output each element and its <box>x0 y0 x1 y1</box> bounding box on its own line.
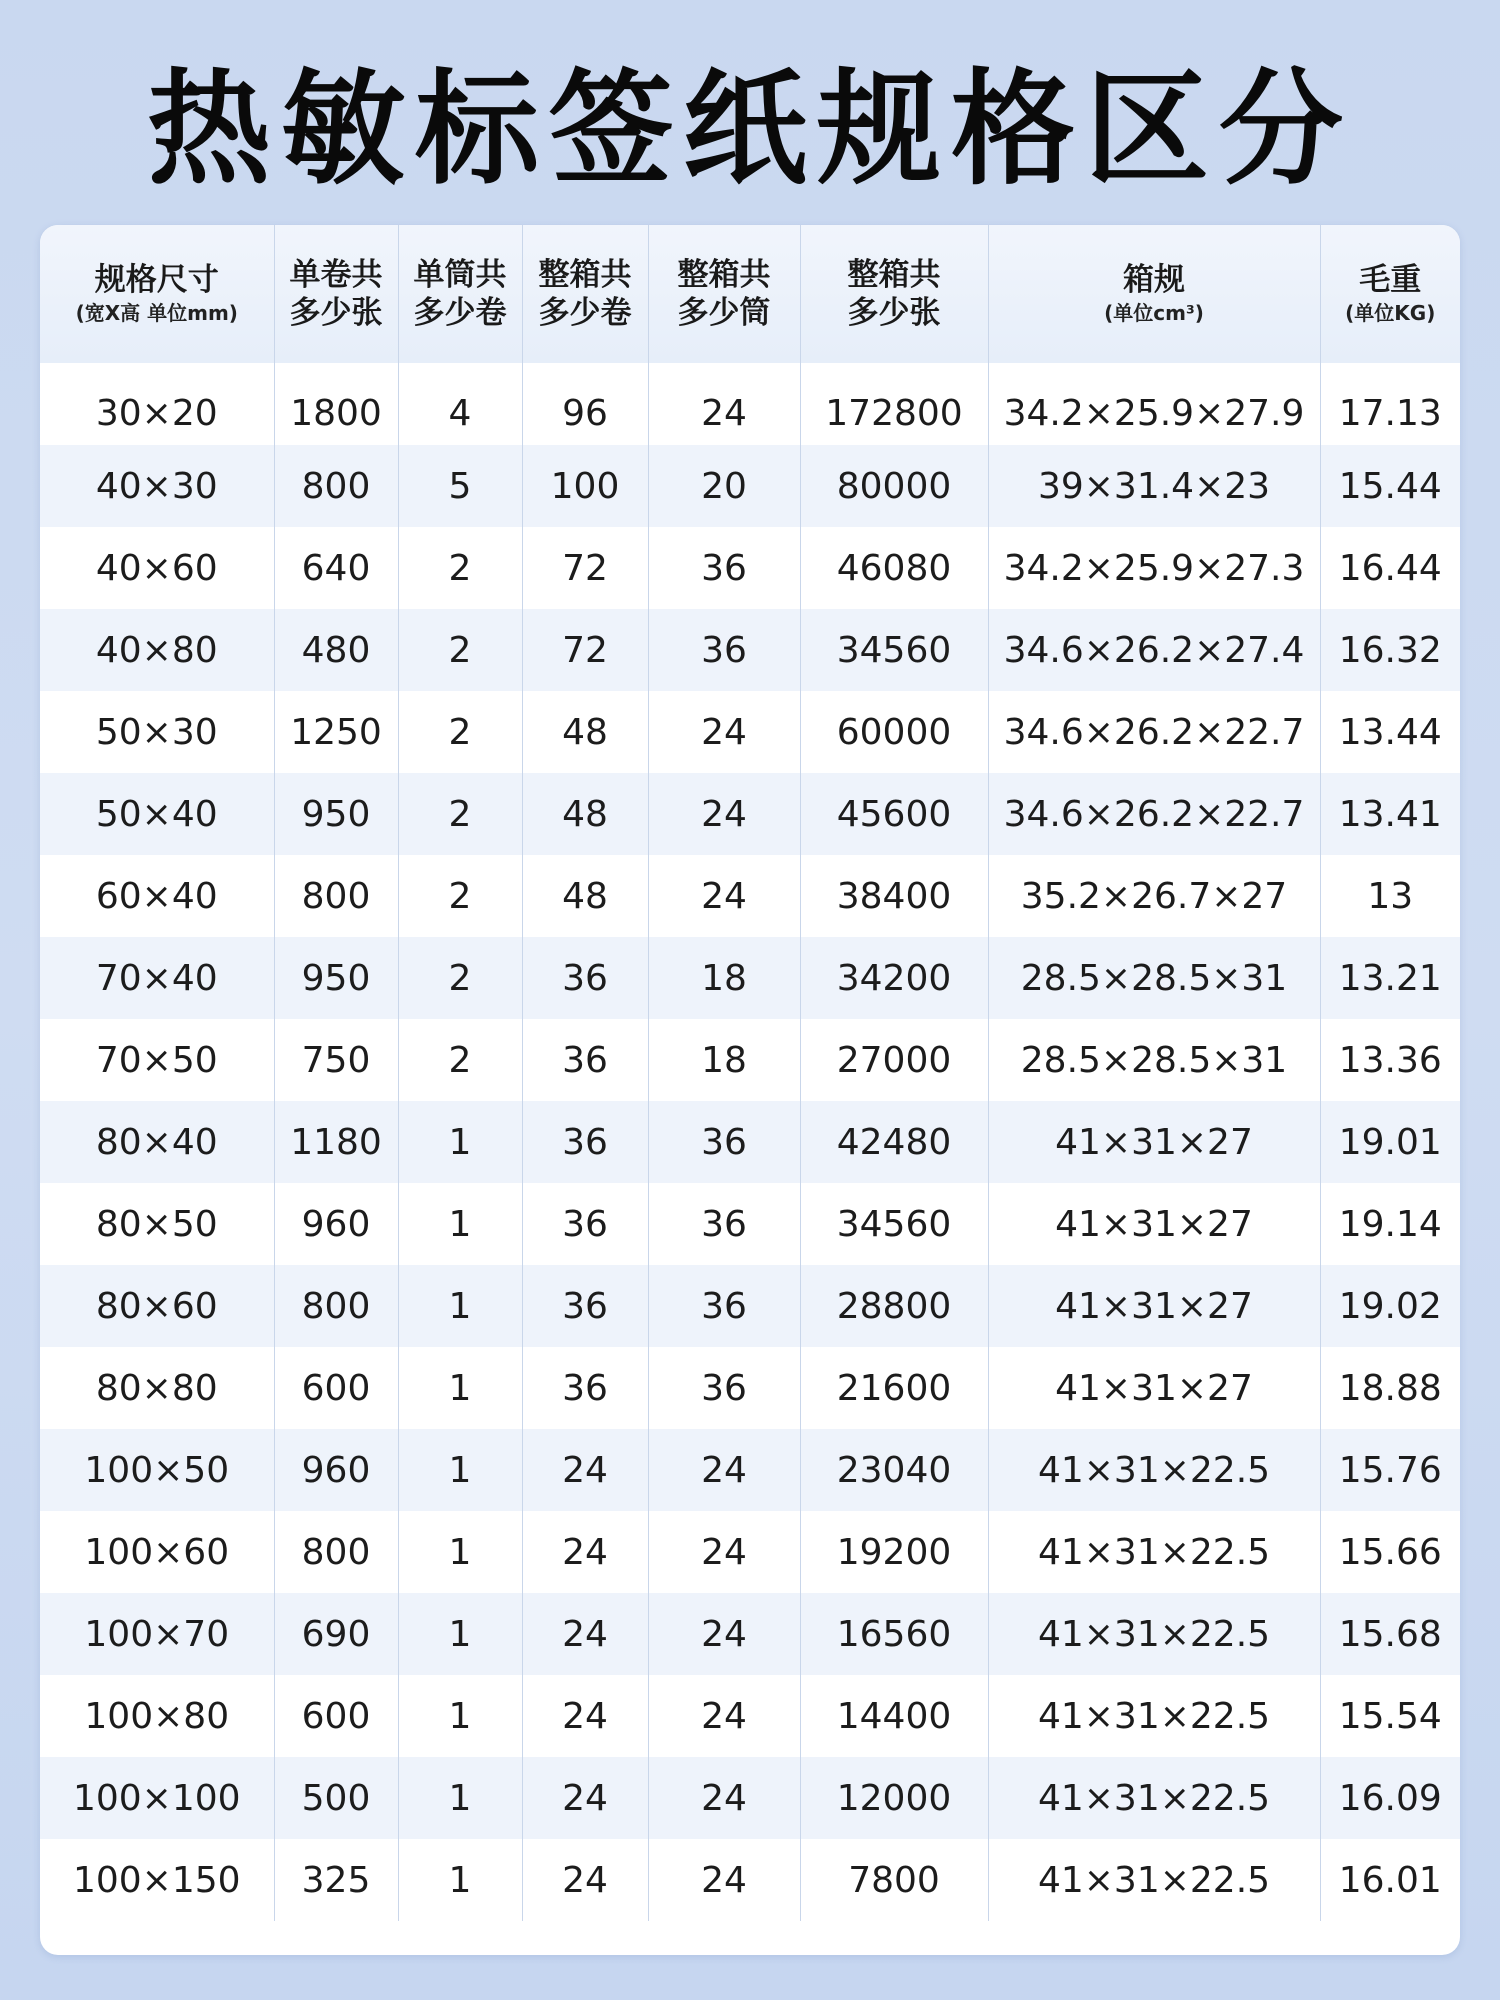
cell-size: 30×20 <box>40 363 274 445</box>
table-body <box>40 363 1460 1921</box>
cell-size: 50×40 <box>40 773 274 855</box>
cell-sheets-per-roll: 960 <box>274 1429 398 1511</box>
cell-rolls-per-tube: 2 <box>398 937 522 1019</box>
cell-box-dimensions: 28.5×28.5×31 <box>988 1019 1320 1101</box>
cell-rolls-per-box: 72 <box>522 609 648 691</box>
cell-sheets-per-box: 42480 <box>800 1101 988 1183</box>
cell-sheets-per-roll: 480 <box>274 609 398 691</box>
header-sheets-per-roll: 单卷共 多少张 <box>274 225 398 363</box>
table-row <box>40 1347 1460 1429</box>
cell-sheets-per-box: 80000 <box>800 445 988 527</box>
table-row <box>40 1839 1460 1921</box>
header-sheets-per-box: 整箱共 多少张 <box>800 225 988 363</box>
cell-sheets-per-roll: 800 <box>274 1511 398 1593</box>
cell-tubes-per-box: 24 <box>648 1511 800 1593</box>
cell-tubes-per-box: 36 <box>648 1183 800 1265</box>
cell-sheets-per-roll: 1180 <box>274 1101 398 1183</box>
cell-sheets-per-box: 21600 <box>800 1347 988 1429</box>
cell-gross-weight: 19.02 <box>1338 1285 1442 1327</box>
cell-rolls-per-box: 48 <box>522 773 648 855</box>
cell-sheets-per-box: 45600 <box>800 773 988 855</box>
cell-gross-weight: 15.68 <box>1338 1613 1442 1655</box>
cell-sheets-per-roll: 600 <box>274 1675 398 1757</box>
cell-gross-weight: 13.44 <box>1338 711 1442 753</box>
table-row <box>40 773 1460 855</box>
table-row <box>40 609 1460 691</box>
header-gross-weight: 毛重 (单位KG) <box>1345 262 1436 325</box>
cell-rolls-per-box: 36 <box>522 937 648 1019</box>
spec-table-card <box>40 225 1460 1955</box>
cell-sheets-per-box: 16560 <box>800 1593 988 1675</box>
cell-rolls-per-tube: 5 <box>398 445 522 527</box>
cell-size: 100×80 <box>40 1675 274 1757</box>
table-row <box>40 1183 1460 1265</box>
table-row <box>40 937 1460 1019</box>
cell-gross-weight: 16.09 <box>1338 1777 1442 1819</box>
cell-tubes-per-box: 24 <box>648 1429 800 1511</box>
cell-gross-weight: 16.01 <box>1338 1859 1442 1901</box>
cell-box-dimensions: 41×31×22.5 <box>988 1675 1320 1757</box>
table-row <box>40 445 1460 527</box>
header-size: 规格尺寸 (宽X高 单位mm) <box>40 225 274 363</box>
table-row <box>40 527 1460 609</box>
cell-rolls-per-tube: 2 <box>398 527 522 609</box>
cell-tubes-per-box: 24 <box>648 1675 800 1757</box>
cell-size: 80×60 <box>40 1265 274 1347</box>
cell-rolls-per-tube: 1 <box>398 1675 522 1757</box>
cell-rolls-per-box: 36 <box>522 1347 648 1429</box>
cell-tubes-per-box: 36 <box>648 527 800 609</box>
cell-sheets-per-box: 172800 <box>800 363 988 445</box>
cell-rolls-per-tube: 2 <box>398 691 522 773</box>
cell-size: 100×100 <box>40 1757 274 1839</box>
header-rolls-per-tube: 单筒共 多少卷 <box>398 225 522 363</box>
table-row <box>40 1757 1460 1839</box>
cell-gross-weight: 13.41 <box>1338 793 1442 835</box>
cell-gross-weight: 13.21 <box>1338 957 1442 999</box>
cell-rolls-per-box: 36 <box>522 1265 648 1347</box>
cell-size: 100×150 <box>40 1839 274 1921</box>
cell-size: 40×80 <box>40 609 274 691</box>
cell-rolls-per-box: 24 <box>522 1757 648 1839</box>
cell-size: 70×50 <box>40 1019 274 1101</box>
cell-rolls-per-tube: 2 <box>398 1019 522 1101</box>
cell-gross-weight: 16.32 <box>1338 629 1442 671</box>
cell-rolls-per-box: 100 <box>522 445 648 527</box>
table-row <box>40 1019 1460 1101</box>
cell-sheets-per-box: 14400 <box>800 1675 988 1757</box>
cell-tubes-per-box: 24 <box>648 363 800 445</box>
cell-box-dimensions: 41×31×27 <box>988 1347 1320 1429</box>
cell-sheets-per-box: 60000 <box>800 691 988 773</box>
table-row <box>40 1511 1460 1593</box>
cell-sheets-per-roll: 950 <box>274 773 398 855</box>
cell-box-dimensions: 41×31×27 <box>988 1101 1320 1183</box>
table-row <box>40 1265 1460 1347</box>
cell-rolls-per-box: 24 <box>522 1593 648 1675</box>
cell-sheets-per-box: 23040 <box>800 1429 988 1511</box>
cell-box-dimensions: 28.5×28.5×31 <box>988 937 1320 1019</box>
cell-box-dimensions: 41×31×22.5 <box>988 1511 1320 1593</box>
cell-gross-weight: 19.14 <box>1338 1203 1442 1245</box>
table-header-row <box>40 225 1460 363</box>
cell-gross-weight: 13 <box>1367 875 1414 917</box>
table-row <box>40 691 1460 773</box>
header-rolls-per-box: 整箱共 多少卷 <box>522 225 648 363</box>
cell-rolls-per-tube: 1 <box>398 1429 522 1511</box>
cell-box-dimensions: 41×31×22.5 <box>988 1839 1320 1921</box>
cell-tubes-per-box: 36 <box>648 609 800 691</box>
cell-tubes-per-box: 36 <box>648 1347 800 1429</box>
cell-rolls-per-tube: 1 <box>398 1839 522 1921</box>
cell-size: 100×70 <box>40 1593 274 1675</box>
cell-sheets-per-roll: 950 <box>274 937 398 1019</box>
cell-rolls-per-box: 36 <box>522 1183 648 1265</box>
cell-box-dimensions: 35.2×26.7×27 <box>988 855 1320 937</box>
cell-tubes-per-box: 36 <box>648 1265 800 1347</box>
cell-sheets-per-box: 46080 <box>800 527 988 609</box>
cell-sheets-per-roll: 500 <box>274 1757 398 1839</box>
header-box-dimensions: 箱规 (单位cm³) <box>988 225 1320 363</box>
cell-tubes-per-box: 24 <box>648 855 800 937</box>
cell-gross-weight: 15.44 <box>1338 465 1442 507</box>
cell-rolls-per-tube: 2 <box>398 609 522 691</box>
cell-sheets-per-box: 12000 <box>800 1757 988 1839</box>
cell-gross-weight: 15.66 <box>1338 1531 1442 1573</box>
cell-rolls-per-tube: 1 <box>398 1101 522 1183</box>
cell-sheets-per-box: 28800 <box>800 1265 988 1347</box>
cell-rolls-per-box: 96 <box>522 363 648 445</box>
table-row <box>40 1429 1460 1511</box>
cell-sheets-per-roll: 325 <box>274 1839 398 1921</box>
cell-box-dimensions: 34.2×25.9×27.3 <box>988 527 1320 609</box>
cell-gross-weight: 19.01 <box>1338 1121 1442 1163</box>
cell-size: 100×50 <box>40 1429 274 1511</box>
cell-rolls-per-box: 24 <box>522 1429 648 1511</box>
cell-tubes-per-box: 20 <box>648 445 800 527</box>
cell-gross-weight: 15.76 <box>1338 1449 1442 1491</box>
cell-rolls-per-box: 48 <box>522 691 648 773</box>
cell-sheets-per-roll: 960 <box>274 1183 398 1265</box>
cell-rolls-per-box: 36 <box>522 1019 648 1101</box>
cell-box-dimensions: 34.6×26.2×27.4 <box>988 609 1320 691</box>
header-tubes-per-box: 整箱共 多少筒 <box>648 225 800 363</box>
cell-gross-weight: 18.88 <box>1338 1367 1442 1409</box>
cell-sheets-per-roll: 1250 <box>274 691 398 773</box>
cell-sheets-per-roll: 750 <box>274 1019 398 1101</box>
cell-rolls-per-tube: 4 <box>398 363 522 445</box>
cell-rolls-per-box: 72 <box>522 527 648 609</box>
cell-size: 50×30 <box>40 691 274 773</box>
table-row <box>40 1593 1460 1675</box>
cell-rolls-per-tube: 2 <box>398 855 522 937</box>
cell-size: 40×60 <box>40 527 274 609</box>
cell-tubes-per-box: 24 <box>648 691 800 773</box>
cell-rolls-per-tube: 1 <box>398 1265 522 1347</box>
page-title: 热敏标签纸规格区分 <box>146 58 1353 202</box>
cell-tubes-per-box: 24 <box>648 1757 800 1839</box>
cell-size: 70×40 <box>40 937 274 1019</box>
spec-table <box>40 225 1460 1921</box>
cell-rolls-per-tube: 1 <box>398 1183 522 1265</box>
cell-box-dimensions: 41×31×22.5 <box>988 1429 1320 1511</box>
cell-sheets-per-roll: 1800 <box>274 363 398 445</box>
cell-sheets-per-box: 7800 <box>800 1839 988 1921</box>
cell-size: 60×40 <box>40 855 274 937</box>
cell-rolls-per-box: 48 <box>522 855 648 937</box>
cell-rolls-per-tube: 1 <box>398 1347 522 1429</box>
cell-tubes-per-box: 24 <box>648 773 800 855</box>
cell-rolls-per-box: 36 <box>522 1101 648 1183</box>
cell-tubes-per-box: 24 <box>648 1839 800 1921</box>
table-row <box>40 855 1460 937</box>
cell-sheets-per-roll: 800 <box>274 445 398 527</box>
cell-size: 40×30 <box>40 445 274 527</box>
cell-rolls-per-tube: 1 <box>398 1511 522 1593</box>
cell-sheets-per-roll: 640 <box>274 527 398 609</box>
cell-rolls-per-box: 24 <box>522 1675 648 1757</box>
cell-size: 100×60 <box>40 1511 274 1593</box>
cell-tubes-per-box: 18 <box>648 1019 800 1101</box>
cell-gross-weight: 17.13 <box>1338 392 1442 434</box>
cell-sheets-per-roll: 600 <box>274 1347 398 1429</box>
cell-box-dimensions: 34.6×26.2×22.7 <box>988 773 1320 855</box>
cell-tubes-per-box: 18 <box>648 937 800 1019</box>
cell-size: 80×50 <box>40 1183 274 1265</box>
cell-sheets-per-roll: 690 <box>274 1593 398 1675</box>
cell-sheets-per-box: 38400 <box>800 855 988 937</box>
cell-box-dimensions: 41×31×22.5 <box>988 1757 1320 1839</box>
cell-box-dimensions: 34.2×25.9×27.9 <box>988 363 1320 445</box>
cell-sheets-per-roll: 800 <box>274 855 398 937</box>
cell-rolls-per-tube: 2 <box>398 773 522 855</box>
cell-gross-weight: 15.54 <box>1338 1695 1442 1737</box>
cell-rolls-per-tube: 1 <box>398 1593 522 1675</box>
cell-box-dimensions: 39×31.4×23 <box>988 445 1320 527</box>
cell-sheets-per-box: 19200 <box>800 1511 988 1593</box>
cell-tubes-per-box: 36 <box>648 1101 800 1183</box>
cell-box-dimensions: 41×31×22.5 <box>988 1593 1320 1675</box>
cell-size: 80×40 <box>40 1101 274 1183</box>
table-row <box>40 1101 1460 1183</box>
cell-sheets-per-box: 34560 <box>800 1183 988 1265</box>
table-row <box>40 363 1460 445</box>
cell-gross-weight: 13.36 <box>1338 1039 1442 1081</box>
cell-gross-weight: 16.44 <box>1338 547 1442 589</box>
cell-sheets-per-box: 34560 <box>800 609 988 691</box>
cell-box-dimensions: 41×31×27 <box>988 1183 1320 1265</box>
table-row <box>40 1675 1460 1757</box>
cell-rolls-per-box: 24 <box>522 1511 648 1593</box>
cell-size: 80×80 <box>40 1347 274 1429</box>
cell-box-dimensions: 34.6×26.2×22.7 <box>988 691 1320 773</box>
cell-box-dimensions: 41×31×27 <box>988 1265 1320 1347</box>
cell-sheets-per-roll: 800 <box>274 1265 398 1347</box>
cell-tubes-per-box: 24 <box>648 1593 800 1675</box>
cell-sheets-per-box: 34200 <box>800 937 988 1019</box>
cell-rolls-per-tube: 1 <box>398 1757 522 1839</box>
cell-rolls-per-box: 24 <box>522 1839 648 1921</box>
cell-sheets-per-box: 27000 <box>800 1019 988 1101</box>
